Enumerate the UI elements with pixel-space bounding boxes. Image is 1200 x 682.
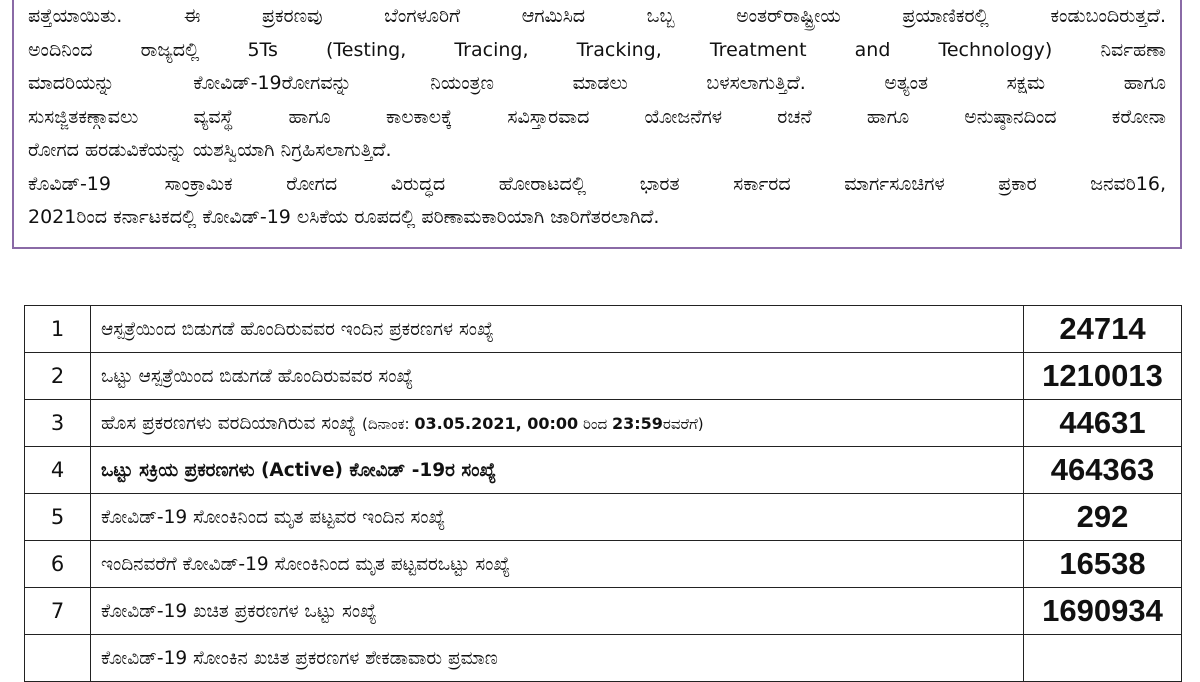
row-number: 7 (25, 588, 91, 635)
row-description: ಇಂದಿನವರೆಗೆ ಕೋವಿಡ್-19 ಸೋಂಕಿನಿಂದ ಮೃತ ಪಟ್ಟವರಒಟ್ಟು ಸಂಖ್ಯೆ (91, 541, 1024, 588)
row-number: 4 (25, 447, 91, 494)
intro-line: ಮಾದರಿಯನ್ನು ಕೋವಿಡ್-19ರೋಗವನ್ನು ನಿಯಂತ್ರಣ ಮಾಡಲು ಬಳಸಲಾಗುತ್ತಿದೆ. ಅತ್ಯಂತ ಸಕ್ಷಮ ಹಾಗೂ (28, 72, 1166, 94)
row-description-text: ಹೊಸ ಪ್ರಕರಣಗಳು ವರದಿಯಾಗಿರುವ ಸಂಖ್ಯೆ (101, 412, 357, 434)
row-value: 44631 (1024, 400, 1182, 447)
table-row (25, 588, 1182, 635)
row-number (25, 635, 91, 682)
intro-line: ಅಂದಿನಿಂದ ರಾಜ್ಯದಲ್ಲಿ 5Ts (Testing, Tracing, Tracking, Treatment and Technology) ನಿರ್ವಹಣಾ (28, 38, 1166, 61)
row-number: 2 (25, 353, 91, 400)
row-description: ಒಟ್ಟು ಆಸ್ಪತ್ರೆಯಿಂದ ಬಿಡುಗಡೆ ಹೊಂದಿರುವವರ ಸಂಖ್ಯೆ (91, 353, 1024, 400)
row-number: 3 (25, 400, 91, 447)
row-description: ಕೋವಿಡ್-19 ಖಚಿತ ಪ್ರಕರಣಗಳ ಒಟ್ಟು ಸಂಖ್ಯೆ (91, 588, 1024, 635)
row-value: 292 (1024, 494, 1182, 541)
intro-line: ಸುಸಜ್ಜಿತಕಣ್ಗಾವಲು ವ್ಯವಸ್ಥೆ ಹಾಗೂ ಕಾಲಕಾಲಕ್ಕೆ ಸವಿಸ್ತಾರವಾದ ಯೋಜನೆಗಳ ರಚನೆ ಹಾಗೂ ಅನುಷ್ಠಾನದಿಂದ ಕರೋನಾ (28, 105, 1166, 128)
date-note-mid: ರಿಂದ (578, 414, 612, 433)
intro-line: 2021ರಿಂದ ಕರ್ನಾಟಕದಲ್ಲಿ ಕೋವಿಡ್-19 ಲಸಿಕೆಯ ರೂಪದಲ್ಲಿ ಪರಿಣಾಮಕಾರಿಯಾಗಿ ಜಾರಿಗೆತರಲಾಗಿದೆ. (28, 206, 660, 228)
row-description: ಒಟ್ಟು ಸಕ್ರಿಯ ಪ್ರಕರಣಗಳು (Active) ಕೋವಿಡ್ -19ರ ಸಂಖ್ಯೆ (91, 447, 1024, 494)
table-row (25, 447, 1182, 494)
intro-line: ಕೊವಿಡ್-19 ಸಾಂಕ್ರಾಮಿಕ ರೋಗದ ವಿರುದ್ಧದ ಹೋರಾಟದಲ್ಲಿ ಭಾರತ ಸರ್ಕಾರದ ಮಾರ್ಗಸೂಚಿಗಳ ಪ್ರಕಾರ ಜನವರಿ16, (28, 172, 1166, 195)
intro-line: ರೋಗದ ಹರಡುವಿಕೆಯನ್ನು ಯಶಸ್ವಿಯಾಗಿ ನಿಗ್ರಹಿಸಲಾಗುತ್ತಿದೆ. (28, 139, 392, 161)
row-number: 6 (25, 541, 91, 588)
row-description: ಕೋವಿಡ್-19 ಸೋಂಕಿನಿಂದ ಮೃತ ಪಟ್ಟವರ ಇಂದಿನ ಸಂಖ್ಯೆ (91, 494, 1024, 541)
row-value: 1690934 (1024, 588, 1182, 635)
row-value: 464363 (1024, 447, 1182, 494)
date-note-prefix: (ದಿನಾಂಕ: (361, 414, 415, 433)
table-row (25, 306, 1182, 353)
row-description: ಕೋವಿಡ್-19 ಸೋಂಕಿನ ಖಚಿತ ಪ್ರಕರಣಗಳ ಶೇಕಡಾವಾರು ಪ್ರಮಾಣ (91, 635, 1024, 682)
table-row (25, 541, 1182, 588)
row-number: 1 (25, 306, 91, 353)
table-row (25, 400, 1182, 447)
intro-text-box (12, 0, 1182, 249)
intro-line: ಪತ್ತೆಯಾಯಿತು. ಈ ಪ್ರಕರಣವು ಬೆಂಗಳೂರಿಗೆ ಆಗಮಿಸಿದ ಒಬ್ಬ ಅಂತರ್‌ರಾಷ್ಟ್ರೀಯ ಪ್ರಯಾಣಿಕರಲ್ಲಿ ಕಂಡುಬಂದಿರುತ್ತದೆ. (28, 5, 1166, 27)
table-row (25, 494, 1182, 541)
row-value: 1210013 (1024, 353, 1182, 400)
row-value (1024, 635, 1182, 682)
date-note-time: 23:59 (611, 413, 663, 433)
row-description: ಆಸ್ಪತ್ರೆಯಿಂದ ಬಿಡುಗಡೆ ಹೊಂದಿರುವವರ ಇಂದಿನ ಪ್ರಕರಣಗಳ ಸಂಖ್ಯೆ (91, 306, 1024, 353)
table-row (25, 635, 1182, 682)
row-value: 24714 (1024, 306, 1182, 353)
row-description (91, 400, 1024, 447)
row-number: 5 (25, 494, 91, 541)
date-note-suffix: ರವರೆಗೆ) (662, 414, 704, 433)
table-row (25, 353, 1182, 400)
covid-stats-table (24, 305, 1182, 682)
row-value: 16538 (1024, 541, 1182, 588)
date-note-date: 03.05.2021, 00:00 (414, 413, 579, 433)
